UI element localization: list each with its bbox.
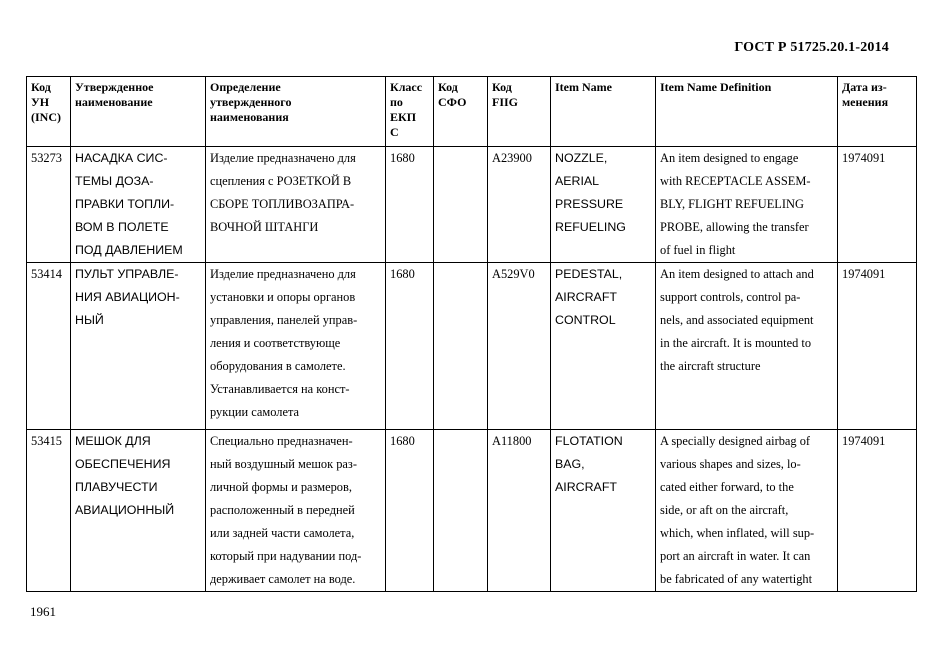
cell-text-line: держивает самолет на воде.	[210, 572, 356, 586]
cell-sfo	[434, 263, 488, 430]
cell-text-line: which, when inflated, will sup-	[660, 526, 815, 540]
cell-text-line: cated either forward, to the	[660, 480, 794, 494]
cell-class: 1680	[386, 147, 434, 263]
cell-name-ru	[71, 430, 206, 592]
cell-text-line: Изделие предназначено для	[210, 151, 356, 165]
cell-text-line: with RECEPTACLE ASSEM-	[660, 174, 811, 188]
cell-text-line: PRESSURE	[555, 197, 624, 211]
cell-text-line: ПУЛЬТ УПРАВЛЕ-	[75, 267, 179, 281]
column-header-line: Код	[31, 80, 51, 94]
cell-text-line: Изделие предназначено для	[210, 267, 356, 281]
cell-text-line: СБОРЕ ТОПЛИВОЗАПРА-	[210, 197, 355, 211]
column-header-line: УН	[31, 95, 50, 109]
cell-text-line: PROBE, allowing the transfer	[660, 220, 809, 234]
column-header-inc	[27, 77, 71, 147]
table-body	[27, 147, 917, 592]
cell-text-line: AERIAL	[555, 174, 600, 188]
cell-text-line: который при надувании под-	[210, 549, 362, 563]
cell-text-line: A specially designed airbag of	[660, 434, 811, 448]
column-header-item-definition	[656, 77, 838, 147]
cell-inc: 53273	[27, 147, 71, 263]
cell-text-line: support controls, control pa-	[660, 290, 801, 304]
cell-fiig: A529V0	[488, 263, 551, 430]
cell-text-line: ОБЕСПЕЧЕНИЯ	[75, 457, 171, 471]
column-header-line: Дата из-	[842, 80, 887, 94]
column-header-line: Item Name	[555, 80, 612, 94]
page-number: 1961	[30, 604, 56, 619]
cell-text-line: ПОД ДАВЛЕНИЕМ	[75, 243, 183, 257]
cell-text-line: CONTROL	[555, 313, 616, 327]
cell-text-line: оборудования в самолете.	[210, 359, 346, 373]
cell-change-date: 1974091	[838, 263, 917, 430]
cell-text-line: BAG,	[555, 457, 585, 471]
cell-text-line: Устанавливается на конст-	[210, 382, 350, 396]
cell-text-line: FLOTATION	[555, 434, 623, 448]
column-header-line: Код	[492, 80, 512, 94]
cell-item-definition	[656, 430, 838, 592]
item-registry-table	[26, 76, 917, 592]
cell-sfo	[434, 430, 488, 592]
cell-definition-ru	[206, 430, 386, 592]
column-header-line: по	[390, 95, 403, 109]
cell-text-line: An item designed to engage	[660, 151, 799, 165]
cell-item-name	[551, 430, 656, 592]
column-header-line: Утвержденное	[75, 80, 154, 94]
table-row	[27, 263, 917, 430]
cell-change-date: 1974091	[838, 147, 917, 263]
cell-text-line: the aircraft structure	[660, 359, 761, 373]
cell-text-line: ления и соответствующе	[210, 336, 341, 350]
column-header-definition-ru	[206, 77, 386, 147]
cell-text-line: ный воздушный мешок раз-	[210, 457, 357, 471]
document-standard-number: ГОСТ Р 51725.20.1-2014	[734, 40, 889, 55]
cell-text-line: ТЕМЫ ДОЗА-	[75, 174, 154, 188]
cell-text-line: AIRCRAFT	[555, 290, 617, 304]
cell-text-line: установки и опоры органов	[210, 290, 356, 304]
cell-text-line: НАСАДКА СИС-	[75, 151, 168, 165]
column-header-line: менения	[842, 95, 889, 109]
cell-item-name	[551, 263, 656, 430]
cell-text-line: или задней части самолета,	[210, 526, 355, 540]
cell-text-line: ВОМ В ПОЛЕТЕ	[75, 220, 169, 234]
column-header-line: Определение	[210, 80, 281, 94]
cell-text-line: various shapes and sizes, lo-	[660, 457, 801, 471]
column-header-item-name	[551, 77, 656, 147]
cell-text-line: nels, and associated equipment	[660, 313, 814, 327]
cell-text-line: НЫЙ	[75, 313, 104, 327]
cell-text-line: личной формы и размеров,	[210, 480, 352, 494]
cell-text-line: Специально предназначен-	[210, 434, 353, 448]
column-header-line: Item Name Definition	[660, 80, 772, 94]
cell-text-line: AIRCRAFT	[555, 480, 617, 494]
cell-fiig: A11800	[488, 430, 551, 592]
cell-text-line: An item designed to attach and	[660, 267, 814, 281]
cell-item-name	[551, 147, 656, 263]
cell-text-line: PEDESTAL,	[555, 267, 623, 281]
cell-text-line: сцепления с РОЗЕТКОЙ В	[210, 174, 352, 188]
cell-fiig: A23900	[488, 147, 551, 263]
column-header-change-date	[838, 77, 917, 147]
cell-item-definition	[656, 147, 838, 263]
cell-text-line: АВИАЦИОННЫЙ	[75, 503, 175, 517]
column-header-line: наименование	[75, 95, 153, 109]
cell-text-line: of fuel in flight	[660, 243, 736, 257]
cell-inc: 53415	[27, 430, 71, 592]
cell-text-line: ВОЧНОЙ ШТАНГИ	[210, 220, 319, 234]
cell-text-line: in the aircraft. It is mounted to	[660, 336, 812, 350]
cell-text-line: управления, панелей управ-	[210, 313, 358, 327]
cell-text-line: расположенный в передней	[210, 503, 355, 517]
cell-text-line: REFUELING	[555, 220, 626, 234]
cell-text-line: рукции самолета	[210, 405, 300, 419]
column-header-line: С	[390, 125, 399, 139]
cell-text-line: port an aircraft in water. It can	[660, 549, 811, 563]
cell-text-line: МЕШОК ДЛЯ	[75, 434, 151, 448]
cell-sfo	[434, 147, 488, 263]
column-header-line: наименования	[210, 110, 289, 124]
table-row	[27, 430, 917, 592]
column-header-fiig	[488, 77, 551, 147]
cell-text-line: ПРАВКИ ТОПЛИ-	[75, 197, 175, 211]
table-header-row	[27, 77, 917, 147]
column-header-line: утвержденного	[210, 95, 292, 109]
cell-text-line: be fabricated of any watertight	[660, 572, 813, 586]
column-header-line: ЕКП	[390, 110, 417, 124]
column-header-class	[386, 77, 434, 147]
cell-text-line: BLY, FLIGHT REFUELING	[660, 197, 804, 211]
table-row	[27, 147, 917, 263]
cell-inc: 53414	[27, 263, 71, 430]
cell-text-line: side, or aft on the aircraft,	[660, 503, 789, 517]
column-header-name-ru	[71, 77, 206, 147]
cell-text-line: NOZZLE,	[555, 151, 608, 165]
column-header-line: FIIG	[492, 95, 519, 109]
cell-class: 1680	[386, 263, 434, 430]
column-header-line: Класс	[390, 80, 423, 94]
cell-name-ru	[71, 263, 206, 430]
column-header-line: Код	[438, 80, 458, 94]
column-header-line: СФО	[438, 95, 467, 109]
cell-text-line: НИЯ АВИАЦИОН-	[75, 290, 180, 304]
cell-text-line: ПЛАВУЧЕСТИ	[75, 480, 158, 494]
column-header-sfo	[434, 77, 488, 147]
cell-definition-ru	[206, 263, 386, 430]
cell-change-date: 1974091	[838, 430, 917, 592]
cell-item-definition	[656, 263, 838, 430]
column-header-line: (INC)	[31, 110, 61, 124]
cell-class: 1680	[386, 430, 434, 592]
cell-name-ru	[71, 147, 206, 263]
cell-definition-ru	[206, 147, 386, 263]
